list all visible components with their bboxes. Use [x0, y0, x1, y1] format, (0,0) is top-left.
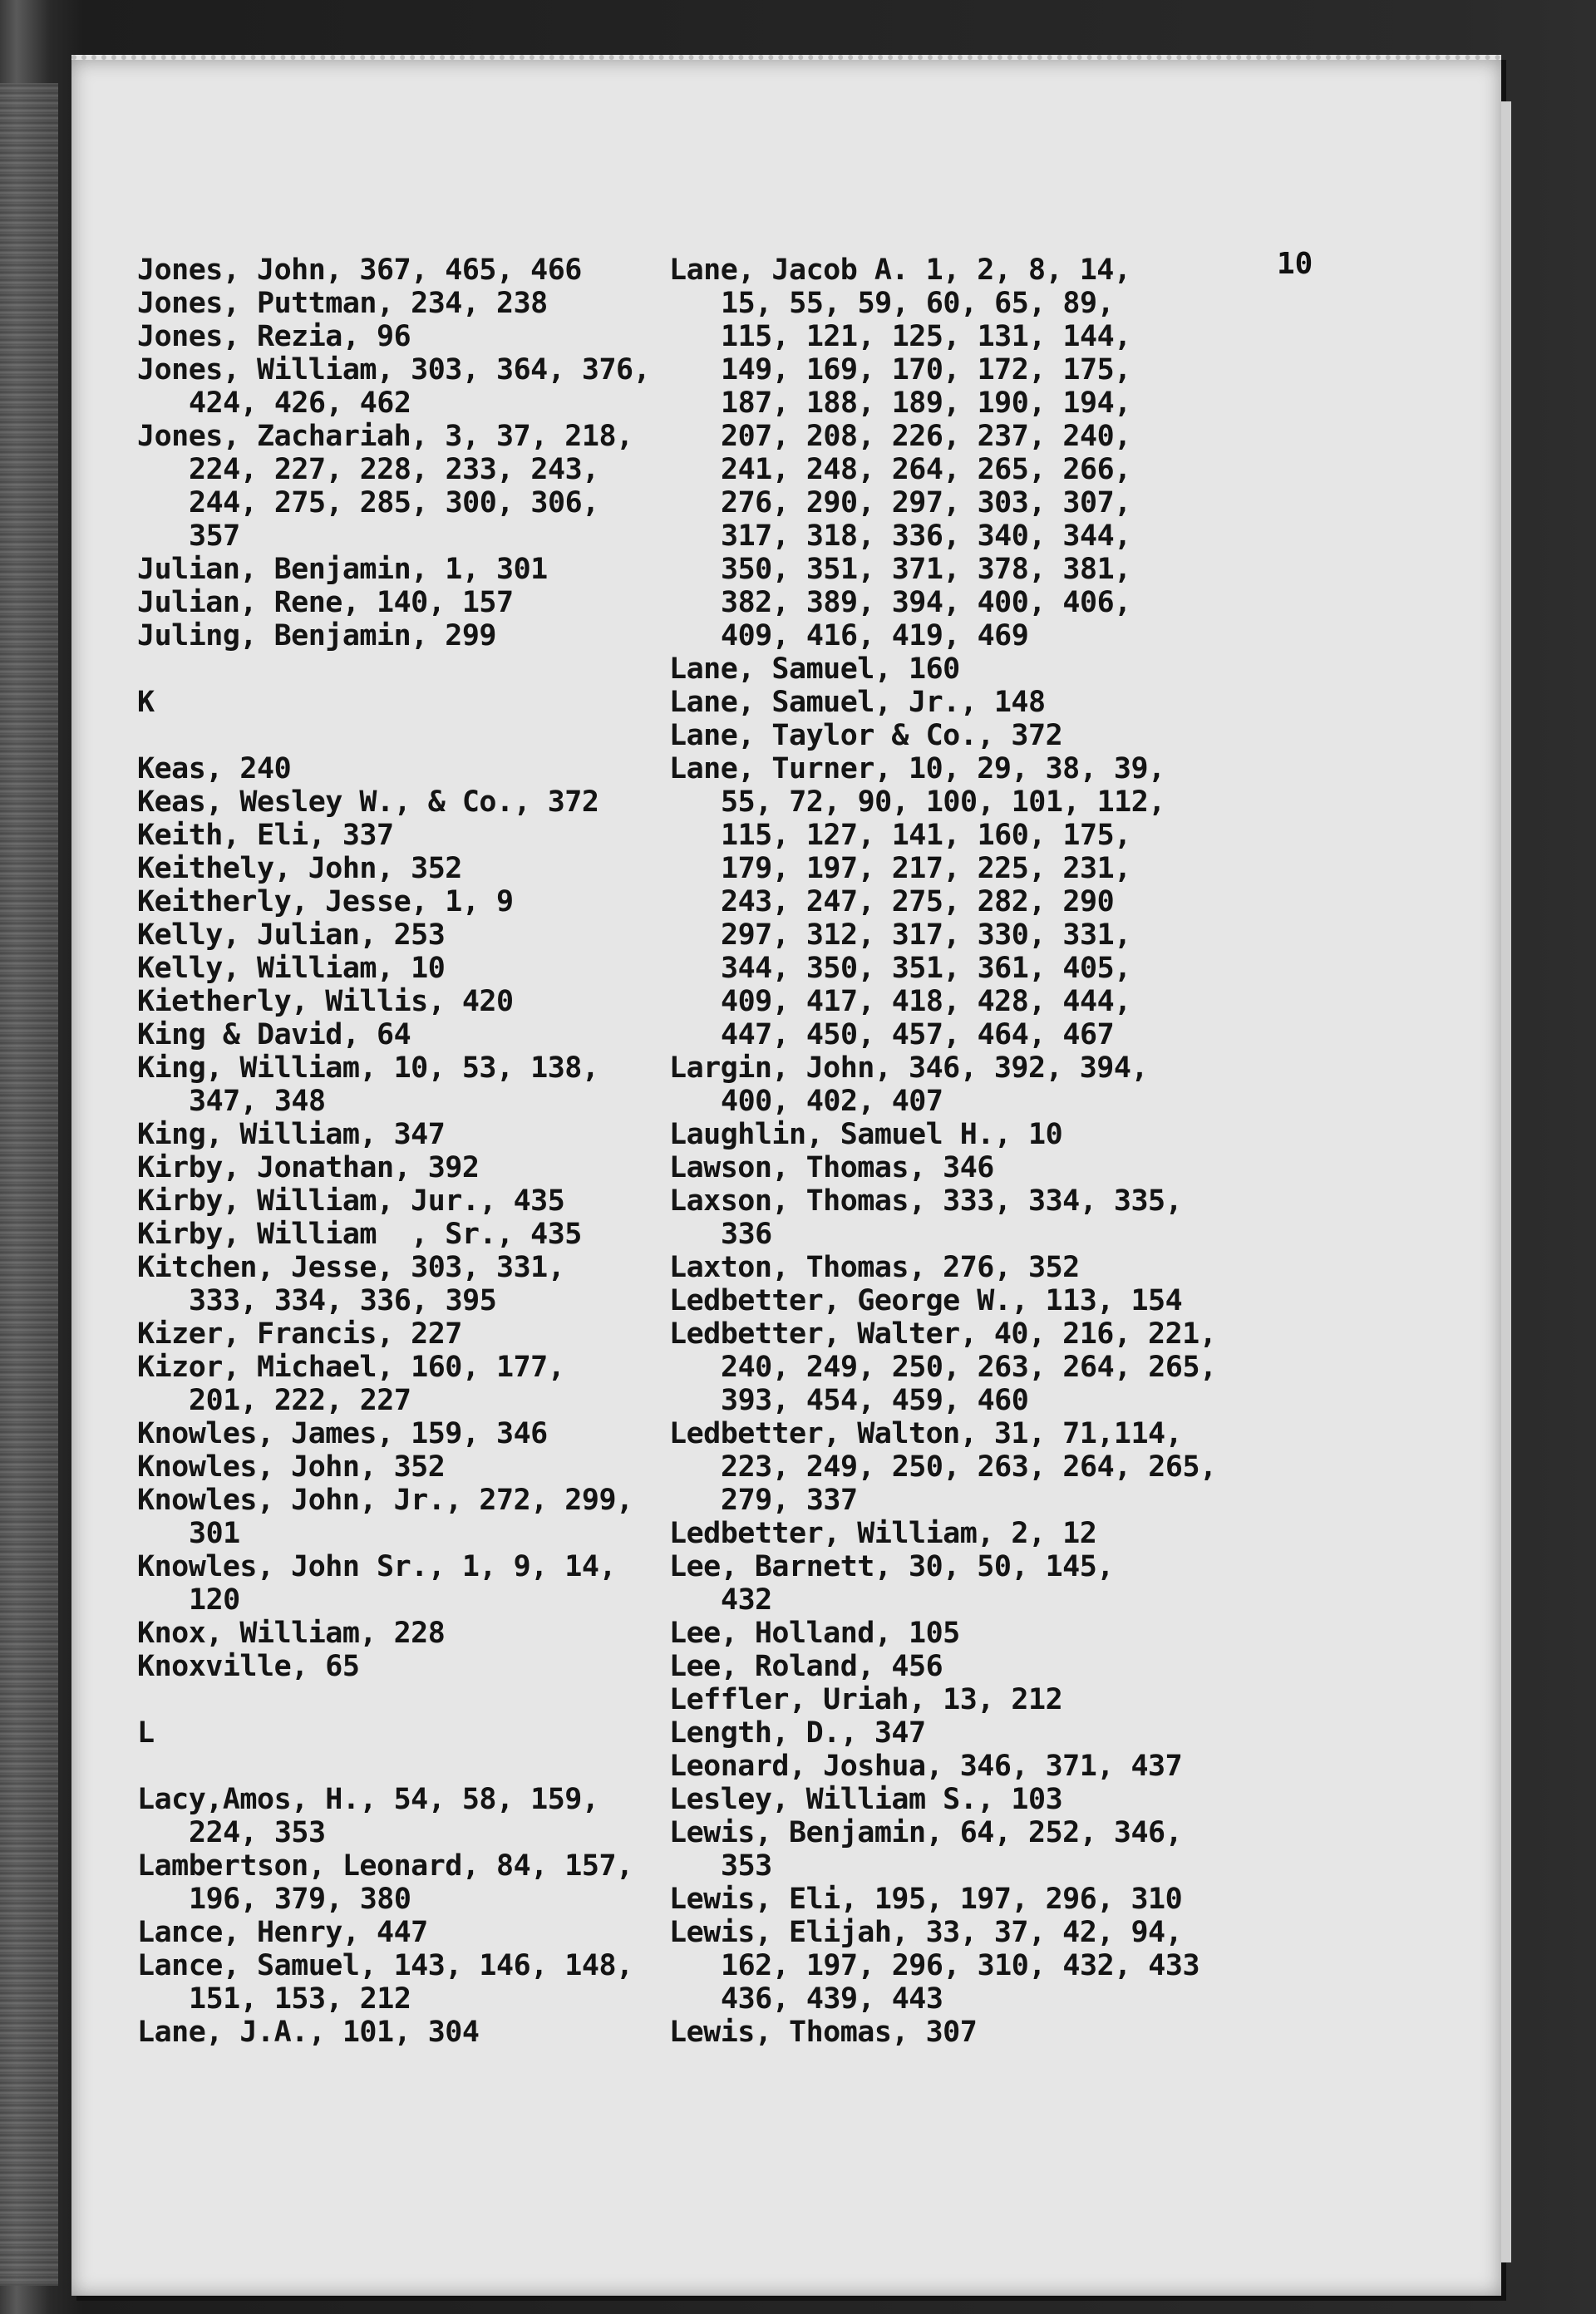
index-entry-line: King, William, 347 [137, 1118, 446, 1151]
index-entry [137, 852, 736, 885]
index-entry-line: Lewis, Elijah, 33, 37, 42, 94, [669, 1916, 1183, 1949]
index-entry-line: Laxton, Thomas, 276, 352 [669, 1251, 1080, 1284]
index-entry [669, 1650, 1367, 1683]
index-entry [137, 952, 736, 985]
index-entry-line: Jones, Puttman, 234, 238 [137, 287, 548, 320]
index-entry-continuation: 243, 247, 275, 282, 290 [721, 885, 1115, 918]
index-entry-line: Lesley, William S., 103 [669, 1783, 1063, 1816]
index-entry-line: Knox, William, 228 [137, 1617, 446, 1650]
index-entry-line: Jones, Rezia, 96 [137, 320, 411, 353]
index-entry-line: Kelly, William, 10 [137, 952, 446, 985]
index-entry [137, 752, 736, 785]
index-entry [137, 287, 736, 320]
index-entry-line: Keithely, John, 352 [137, 852, 462, 885]
index-entry-line: Keith, Eli, 337 [137, 819, 394, 852]
index-entry-continuation: 115, 127, 141, 160, 175, [721, 819, 1131, 852]
index-entry-line: Lawson, Thomas, 346 [669, 1151, 994, 1184]
index-entry-line: Julian, Rene, 140, 157 [137, 586, 514, 619]
index-entry [137, 1617, 736, 1650]
index-entry-line: Lane, Jacob A. 1, 2, 8, 14, [669, 254, 1131, 287]
index-entry-continuation: 393, 454, 459, 460 [721, 1384, 1029, 1417]
index-entry-continuation: 336 [721, 1218, 772, 1251]
index-entry [669, 1284, 1367, 1317]
index-entry-continuation: 223, 249, 250, 263, 264, 265, [721, 1450, 1217, 1484]
index-entry-continuation: 279, 337 [721, 1484, 858, 1517]
index-entry-continuation: 240, 249, 250, 263, 264, 265, [721, 1351, 1217, 1384]
index-entry-line: Lane, Taylor & Co., 372 [669, 719, 1063, 752]
index-entry-line: Lewis, Benjamin, 64, 252, 346, [669, 1816, 1183, 1849]
index-entry [137, 1417, 736, 1450]
index-entry-continuation: 55, 72, 90, 100, 101, 112, [721, 785, 1165, 819]
index-entry-line: Kirby, William , Sr., 435 [137, 1218, 582, 1251]
index-entry [669, 1916, 1367, 2016]
index-entry [669, 1417, 1367, 1517]
index-entry-continuation: 382, 389, 394, 400, 406, [721, 586, 1131, 619]
index-entry-line: Keas, 240 [137, 752, 292, 785]
index-entry-continuation: 244, 275, 285, 300, 306, [189, 486, 599, 519]
index-entry [669, 1683, 1367, 1716]
index-entry [669, 1251, 1367, 1284]
index-entry [669, 752, 1367, 1051]
index-entry [137, 785, 736, 819]
index-entry [669, 1716, 1367, 1750]
index-entry [137, 1051, 736, 1118]
index-entry [137, 1184, 736, 1218]
index-entry [137, 1550, 736, 1617]
index-entry-line: Juling, Benjamin, 299 [137, 619, 497, 652]
index-entry [137, 1484, 736, 1550]
index-entry-line: Lacy,Amos, H., 54, 58, 159, [137, 1783, 599, 1816]
index-entry-line: Lee, Roland, 456 [669, 1650, 943, 1683]
index-entry-continuation: 333, 334, 336, 395 [189, 1284, 497, 1317]
index-entry [137, 1849, 736, 1916]
index-entry [137, 985, 736, 1018]
index-entry [669, 2016, 1367, 2049]
index-entry-line: Kitchen, Jesse, 303, 331, [137, 1251, 565, 1284]
index-entry-line: Lance, Henry, 447 [137, 1916, 428, 1949]
index-entry-continuation: 179, 197, 217, 225, 231, [721, 852, 1131, 885]
index-entry-line: Lane, Samuel, 160 [669, 652, 960, 686]
index-entry-line: Jones, William, 303, 364, 376, [137, 353, 651, 386]
index-entry [137, 1251, 736, 1317]
page-number: 10 [1277, 247, 1313, 281]
index-entry-line: Kelly, Julian, 253 [137, 918, 446, 952]
index-entry-continuation: 436, 439, 443 [721, 1982, 943, 2016]
index-entry-continuation: 432 [721, 1583, 772, 1617]
index-entry-continuation: 301 [189, 1517, 240, 1550]
index-entry-continuation: 350, 351, 371, 378, 381, [721, 553, 1131, 586]
index-entry-line: Lee, Holland, 105 [669, 1617, 960, 1650]
index-entry [137, 619, 736, 652]
index-entry-line: Ledbetter, William, 2, 12 [669, 1517, 1097, 1550]
index-entry-line: Kizor, Michael, 160, 177, [137, 1351, 565, 1384]
index-entry [137, 1450, 736, 1484]
index-entry-line: Length, D., 347 [669, 1716, 926, 1750]
index-entry-continuation: 149, 169, 170, 172, 175, [721, 353, 1131, 386]
index-entry [669, 1783, 1367, 1816]
index-entry-line: Keas, Wesley W., & Co., 372 [137, 785, 599, 819]
index-entry-line: Lane, Turner, 10, 29, 38, 39, [669, 752, 1165, 785]
index-column-right [669, 254, 1367, 2049]
index-entry-line: Knowles, John Sr., 1, 9, 14, [137, 1550, 617, 1583]
index-entry-continuation: 151, 153, 212 [189, 1982, 411, 2016]
index-entry [669, 1750, 1367, 1783]
index-entry [669, 1151, 1367, 1184]
index-entry-line: Kietherly, Willis, 420 [137, 985, 514, 1018]
index-entry [669, 719, 1367, 752]
index-entry [137, 1151, 736, 1184]
index-letter-heading: K [137, 686, 155, 719]
index-entry-line: King, William, 10, 53, 138, [137, 1051, 599, 1085]
index-entry-line: Lambertson, Leonard, 84, 157, [137, 1849, 633, 1883]
index-entry [137, 420, 736, 553]
index-entry [137, 1118, 736, 1151]
index-entry [137, 1317, 736, 1351]
index-entry-line: Kizer, Francis, 227 [137, 1317, 462, 1351]
index-entry [669, 1317, 1367, 1417]
index-entry [137, 1018, 736, 1051]
index-entry [669, 1883, 1367, 1916]
index-entry-line: Lewis, Eli, 195, 197, 296, 310 [669, 1883, 1183, 1916]
index-entry [137, 1783, 736, 1849]
index-entry-line: Kirby, Jonathan, 392 [137, 1151, 480, 1184]
index-entry-continuation: 297, 312, 317, 330, 331, [721, 918, 1131, 952]
index-entry-continuation: 344, 350, 351, 361, 405, [721, 952, 1131, 985]
index-entry-line: Keitherly, Jesse, 1, 9 [137, 885, 514, 918]
index-entry-continuation: 409, 416, 419, 469 [721, 619, 1029, 652]
index-entry-continuation: 400, 402, 407 [721, 1085, 943, 1118]
index-entry-line: Leonard, Joshua, 346, 371, 437 [669, 1750, 1183, 1783]
index-entry [137, 1218, 736, 1251]
index-entry-line: Leffler, Uriah, 13, 212 [669, 1683, 1063, 1716]
index-entry [137, 320, 736, 353]
index-entry-continuation: 120 [189, 1583, 240, 1617]
index-entry-line: Ledbetter, Walter, 40, 216, 221, [669, 1317, 1217, 1351]
index-entry-line: Laughlin, Samuel H., 10 [669, 1118, 1063, 1151]
index-entry-line: Knowles, John, Jr., 272, 299, [137, 1484, 633, 1517]
index-entry-continuation: 224, 227, 228, 233, 243, [189, 453, 599, 486]
index-column-left [137, 254, 736, 2049]
index-entry-continuation: 347, 348 [189, 1085, 326, 1118]
index-entry-continuation: 224, 353 [189, 1816, 326, 1849]
index-entry-line: Knowles, John, 352 [137, 1450, 446, 1484]
index-entry-line: Ledbetter, George W., 113, 154 [669, 1284, 1183, 1317]
index-entry [137, 819, 736, 852]
book-binding [0, 83, 58, 2286]
index-entry-continuation: 15, 55, 59, 60, 65, 89, [721, 287, 1115, 320]
index-entry [669, 652, 1367, 686]
index-entry-continuation: 357 [189, 519, 240, 553]
index-entry-continuation: 317, 318, 336, 340, 344, [721, 519, 1131, 553]
index-entry [669, 1816, 1367, 1883]
index-entry [669, 1051, 1367, 1118]
index-entry [137, 918, 736, 952]
index-entry [137, 1650, 736, 1683]
index-entry [137, 553, 736, 586]
index-entry-line: Jones, John, 367, 465, 466 [137, 254, 582, 287]
index-entry-line: Ledbetter, Walton, 31, 71,114, [669, 1417, 1183, 1450]
index-entry-continuation: 447, 450, 457, 464, 467 [721, 1018, 1115, 1051]
index-entry [137, 1916, 736, 1949]
index-entry [137, 353, 736, 420]
index-entry [137, 1949, 736, 2016]
index-letter-heading: L [137, 1716, 155, 1750]
index-entry [137, 885, 736, 918]
index-entry [137, 2016, 736, 2049]
index-entry [137, 586, 736, 619]
index-entry [669, 1550, 1367, 1617]
index-entry [669, 1617, 1367, 1650]
index-entry-line: Lee, Barnett, 30, 50, 145, [669, 1550, 1114, 1583]
index-entry-line: Lane, J.A., 101, 304 [137, 2016, 480, 2049]
index-entry-continuation: 196, 379, 380 [189, 1883, 411, 1916]
index-entry-continuation: 162, 197, 296, 310, 432, 433 [721, 1949, 1200, 1982]
index-entry [669, 1184, 1367, 1251]
index-entry [669, 686, 1367, 719]
index-entry-line: Lane, Samuel, Jr., 148 [669, 686, 1046, 719]
index-entry-line: Julian, Benjamin, 1, 301 [137, 553, 548, 586]
index-entry [137, 1351, 736, 1417]
index-entry-continuation: 201, 222, 227 [189, 1384, 411, 1417]
index-entry [137, 254, 736, 287]
index-entry-continuation: 353 [721, 1849, 772, 1883]
index-entry-line: Laxson, Thomas, 333, 334, 335, [669, 1184, 1183, 1218]
index-entry-line: Kirby, William, Jur., 435 [137, 1184, 565, 1218]
index-entry-continuation: 207, 208, 226, 237, 240, [721, 420, 1131, 453]
index-entry-line: Knoxville, 65 [137, 1650, 360, 1683]
page-edge [1501, 101, 1511, 2262]
index-entry-line: Lewis, Thomas, 307 [669, 2016, 978, 2049]
index-entry-line: King & David, 64 [137, 1018, 411, 1051]
index-entry-continuation: 115, 121, 125, 131, 144, [721, 320, 1131, 353]
index-entry [669, 1118, 1367, 1151]
index-entry [669, 1517, 1367, 1550]
index-entry-continuation: 187, 188, 189, 190, 194, [721, 386, 1131, 420]
index-entry-line: Jones, Zachariah, 3, 37, 218, [137, 420, 633, 453]
index-entry-line: Knowles, James, 159, 346 [137, 1417, 548, 1450]
index-entry-line: Lance, Samuel, 143, 146, 148, [137, 1949, 633, 1982]
index-entry-continuation: 409, 417, 418, 428, 444, [721, 985, 1131, 1018]
index-entry-continuation: 424, 426, 462 [189, 386, 411, 420]
index-entry [669, 254, 1367, 652]
index-entry-line: Largin, John, 346, 392, 394, [669, 1051, 1149, 1085]
index-entry-continuation: 276, 290, 297, 303, 307, [721, 486, 1131, 519]
index-entry-continuation: 241, 248, 264, 265, 266, [721, 453, 1131, 486]
